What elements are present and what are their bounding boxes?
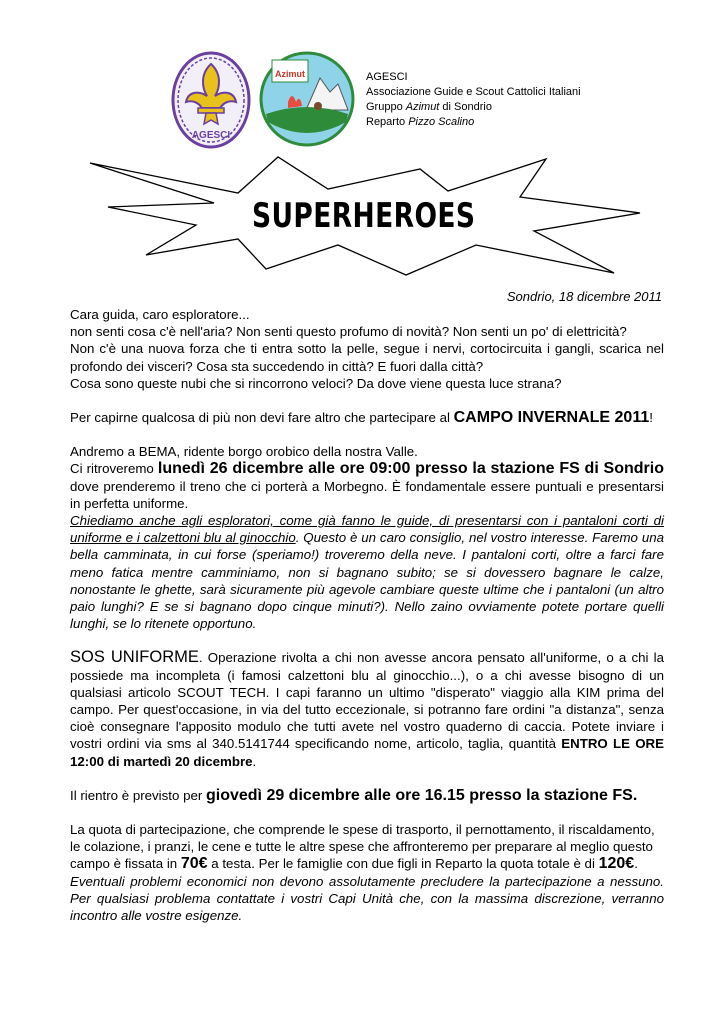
azimut-logo-text: Azimut xyxy=(275,69,305,79)
intro-line: Cosa sono queste nubi che si rincorrono veloci? Da dove viene questa luce strana? xyxy=(70,375,562,391)
org-acronym: AGESCI xyxy=(366,71,408,83)
price-single: 70€ xyxy=(180,855,208,873)
quota-paragraph: La quota di partecipazione, che comprende le spese di trasporto, il pernottamento, il riscaldamento, le colazione, i pranzi, le cene e tutte le altre spese che affronteremo per preparare al meglio questo campo è fissata in 70€ a testa. Per le famiglie con due figli in Reparto la quota totale è di 120€. xyxy=(70,822,655,873)
intro-line: Non c'è una nuova forza che ti entra sotto la pelle, segue i nervi, cortocircuita i gangli, scarica nel profondo dei visceri? Cosa sta succedendo in città? E fuori dalla città? xyxy=(70,341,664,374)
quota-note: Eventuali problemi economici non devono assolutamente precludere la partecipazione a nessuno. Per qualsiasi problema contattate i vostri Capi Unità che, con la massima discrezione, verranno incontro alle vostre esigenze. xyxy=(70,873,664,924)
organization-info xyxy=(366,70,581,130)
bema-line: Andremo a BEMA, ridente borgo orobico della nostra Valle. xyxy=(70,444,418,460)
page-title: SUPERHEROES xyxy=(252,196,476,236)
sos-paragraph: SOS UNIFORME. Operazione rivolta a chi non avesse ancora pensato all'uniforme, o a chi la possiede ma incompleta (i famosi calzettoni blu al ginocchio...), o a chi avesse bisogno di un qualsiasi articolo SCOUT TECH. I capi faranno un ultimo "disperato" viaggio alla KIM prima del campo. Per quest'occasione, in via del tutto eccezionale, si potranno fare ordini "a distanza", senza cioè consegnare l'apposito modulo che tutti avete nel vostro quaderno di caccia. Potete inviare i vostri ordini via sms al 340.5141744 specificando nome, articolo, taglia, quantità ENTRO LE ORE 12:00 di martedì 20 dicembre. xyxy=(70,648,665,769)
intro-line: non senti cosa c'è nell'aria? Non senti questo profumo di novità? Non senti un po' di elettricità? xyxy=(70,324,627,340)
consiglio-underlined: Chiediamo anche agli esploratori, come già fanno le guide, di presentarsi con i pantaloni corti di uniforme e i calzettoni blu al ginocchio xyxy=(70,513,664,546)
ritrovo-paragraph: Ci ritroveremo lunedì 26 dicembre alle ore 09:00 presso la stazione FS di Sondrio dove prenderemo il treno che ci porterà a Morbegno. È fondamentale essere puntuali e presentarsi in perfetta uniforme. xyxy=(70,460,664,511)
agesci-logo-text: AGESCI xyxy=(191,130,231,141)
org-group: Gruppo Azimut di Sondrio xyxy=(366,101,492,113)
letter-date: Sondrio, 18 dicembre 2011 xyxy=(506,289,662,304)
campo-name: CAMPO INVERNALE 2011 xyxy=(453,409,650,427)
org-full-name: Associazione Guide e Scout Cattolici Italiani xyxy=(366,86,581,98)
rientro-time: giovedì 29 dicembre alle ore 16.15 presso la stazione FS. xyxy=(205,786,638,804)
org-unit: Reparto Pizzo Scalino xyxy=(366,116,475,128)
sos-heading: SOS UNIFORME xyxy=(70,648,199,667)
price-family: 120€ xyxy=(598,855,635,873)
sos-deadline: ENTRO LE ORE 12:00 di martedì 20 dicembre xyxy=(70,736,665,769)
agesci-logo xyxy=(170,50,252,150)
consiglio-paragraph: Chiediamo anche agli esploratori, come già fanno le guide, di presentarsi con i pantaloni corti di uniforme e i calzettoni blu al ginocchio. Questo è un caro consiglio, nel vostro interesse. Faremo una bella camminata, in cui forse (speriamo!) troveremo della neve. I pantaloni corti, oltre a farci fare meno fatica mentre camminiamo, non si bagnano subito; se si dovessero bagnare le calze, nonostante le ghette, sarà sicuramente più agevole cambiare queste ultime che i pantaloni (un altro paio lunghi? E se si bagnano dopo cinque minuti?). Nello zaino ovviamente potete portare quelli lunghi, se lo ritenete opportuno. xyxy=(70,513,665,632)
rientro-paragraph: Il rientro è previsto per giovedì 29 dicembre alle ore 16.15 presso la stazione FS. xyxy=(70,786,638,804)
campo-paragraph: Per capirne qualcosa di più non devi fare altro che partecipare al CAMPO INVERNALE 2011! xyxy=(70,409,653,427)
salutation: Cara guida, caro esploratore... xyxy=(70,307,250,322)
letter-body xyxy=(70,306,664,924)
azimut-logo xyxy=(258,50,356,148)
ritrovo-time: lunedì 26 dicembre alle ore 09:00 presso la stazione FS di Sondrio xyxy=(157,460,664,478)
